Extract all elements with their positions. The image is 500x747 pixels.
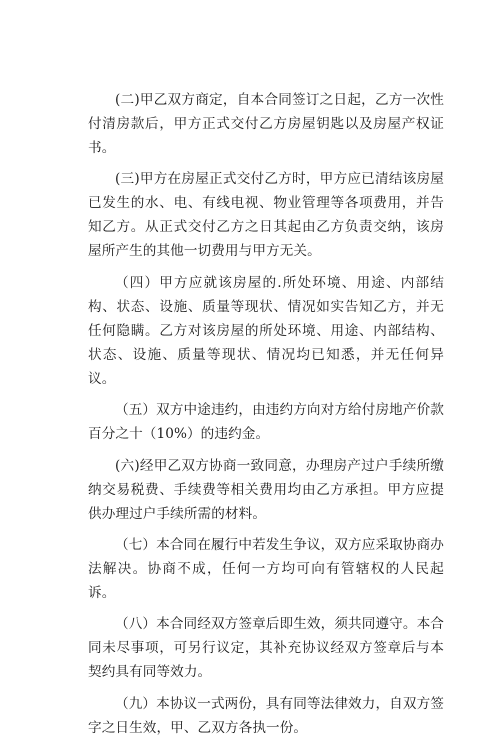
document-body (88, 88, 444, 747)
clause-3-paragraph: (三)甲方在房屋正式交付乙方时，甲方应已清结该房屋已发生的水、电、有线电视、物业管理等各项费用，并告知乙方。从正式交付乙方之日其起由乙方负责交纳，该房屋所产生的其他一切费用与甲方无关。 (88, 171, 444, 260)
clause-5-paragraph: （五）双方中途违约，由违约方向对方给付房地产价款百分之十（10%）的违约金。 (88, 402, 444, 443)
clause-4-paragraph: （四）甲方应就该房屋的.所处环境、用途、内部结构、状态、设施、质量等现状、情况如实告知乙方，并无任何隐瞒。乙方对该房屋的所处环境、用途、内部结构、状态、设施、质量等现状、情况均已知悉，并无任何异议。 (88, 274, 444, 387)
clause-2-paragraph: (二)甲乙双方商定，自本合同签订之日起，乙方一次性付清房款后，甲方正式交付乙方房屋钥匙以及房屋产权证书。 (88, 92, 444, 156)
clause-8-paragraph: （八）本合同经双方签章后即生效，须共同遵守。本合同未尽事项，可另行议定，其补充协议经双方签章后与本契约具有同等效力。 (88, 616, 444, 681)
clause-6-paragraph: (六)经甲乙双方协商一致同意，办理房产过户手续所缴纳交易税费、手续费等相关费用均由乙方承担。甲方应提供办理过户手续所需的材料。 (88, 457, 444, 522)
clause-7-paragraph: （七）本合同在履行中若发生争议，双方应采取协商办法解决。协商不成，任何一方均可向有管辖权的人民起诉。 (88, 536, 444, 601)
clause-9-paragraph: （九）本协议一式两份，具有同等法律效力，自双方签字之日生效，甲、乙双方各执一份。 (88, 695, 444, 736)
